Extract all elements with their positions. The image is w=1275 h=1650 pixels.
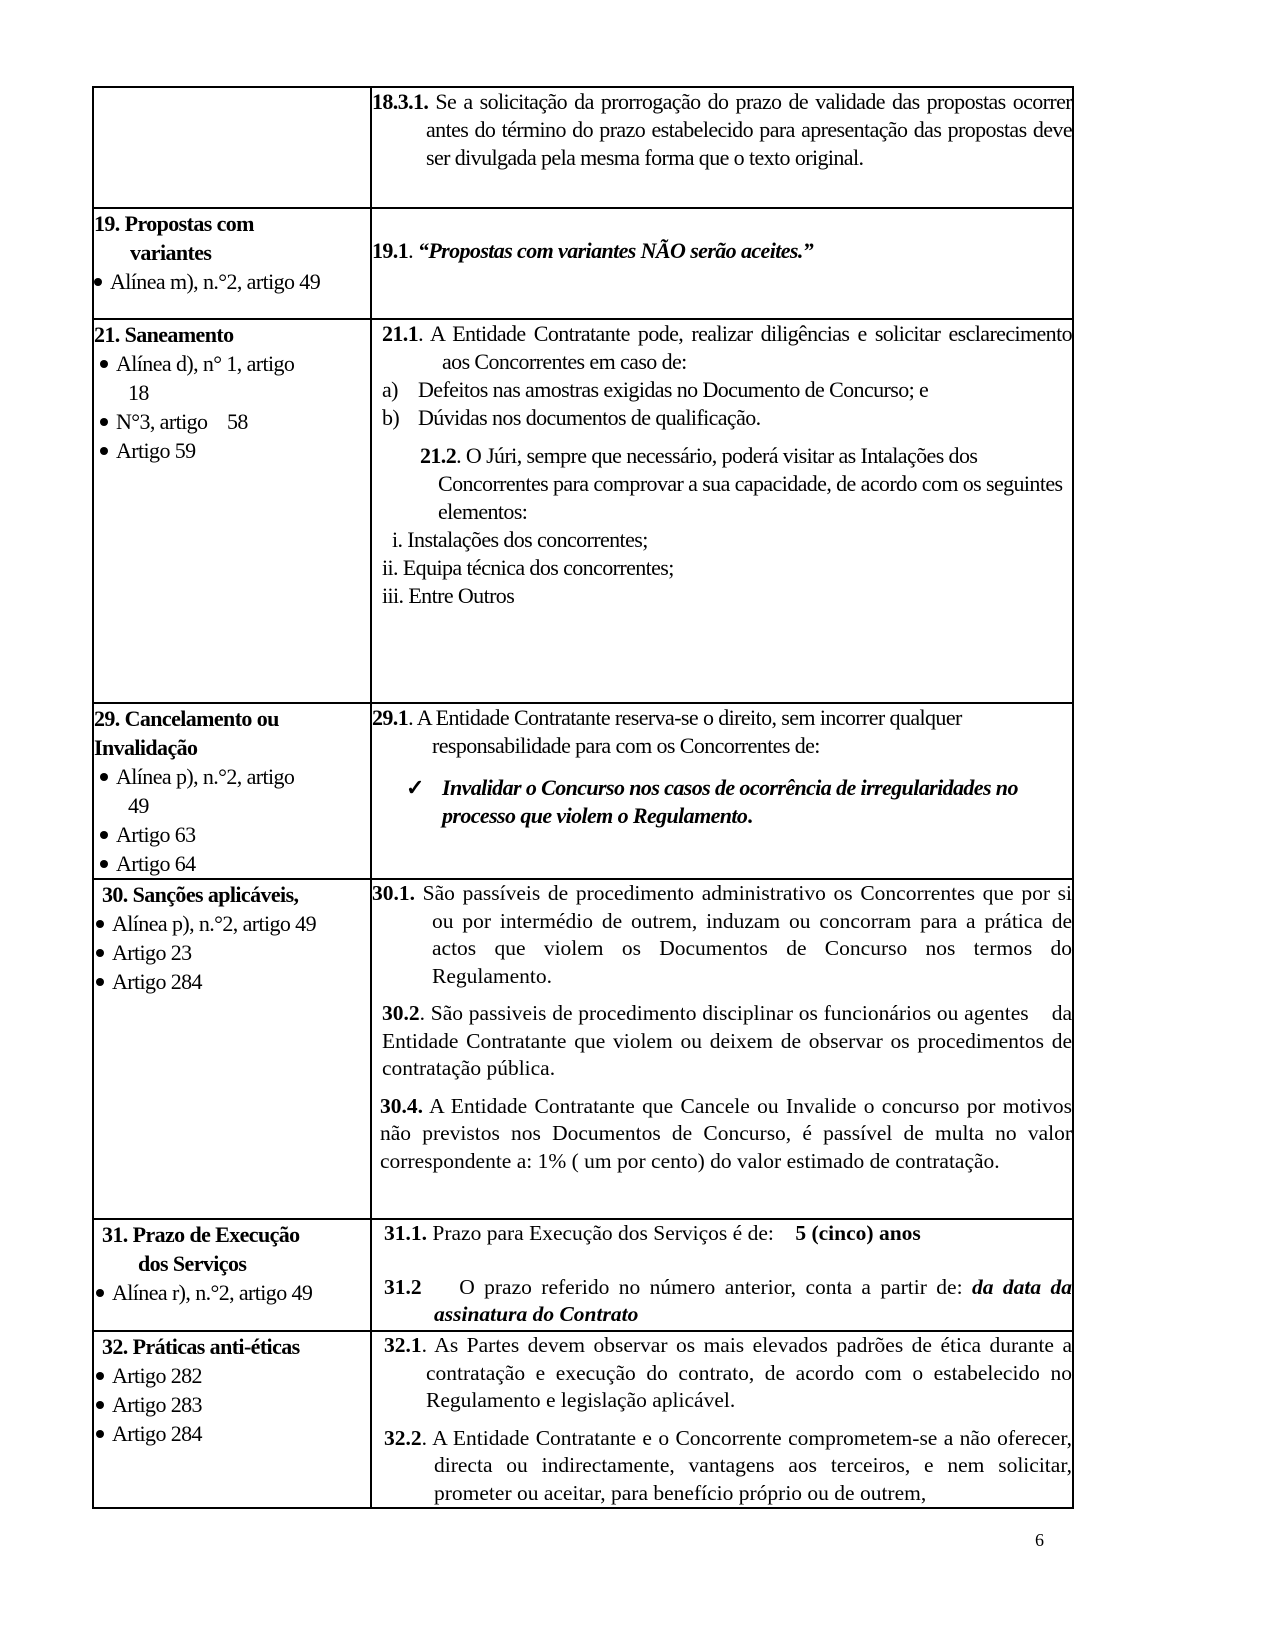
page-number: 6 — [1035, 1530, 1044, 1550]
clause-reference-cell — [93, 703, 371, 879]
list-item — [382, 404, 1072, 432]
clause-reference-cell — [93, 319, 371, 703]
table-row — [93, 87, 1073, 208]
table-row — [93, 319, 1073, 703]
list-item — [382, 376, 1072, 404]
roman-list-item: ii. Equipa técnica dos concorrentes; — [382, 555, 674, 580]
clause-title — [96, 1220, 370, 1278]
legal-reference — [96, 938, 370, 967]
legal-reference — [96, 967, 370, 996]
clause-text: . A Entidade Contratante pode, realizar diligências e solicitar esclarecimento aos Concorrentes em caso de: — [418, 321, 1072, 374]
paragraph-21-2 — [420, 442, 1072, 526]
title-line: 29. Cancelamento ou — [94, 706, 279, 731]
clause-number: 30.2 — [382, 1001, 420, 1025]
clause-number: 31.1. — [384, 1221, 427, 1245]
clause-text-cell — [371, 879, 1078, 1219]
clause-number: 29.1 — [372, 705, 409, 730]
clauses-table — [92, 86, 1078, 1509]
bullet-icon — [100, 831, 108, 839]
bullet-icon — [100, 418, 108, 426]
clause-number: 18.3.1. — [372, 89, 429, 114]
bullet-icon — [96, 1430, 104, 1438]
legal-reference — [96, 909, 370, 938]
clause-text: . As Partes devem observar os mais elevados padrões de ética durante a contratação e execução do contrato, de acordo com o estabelecido no Regulamento e legislação aplicável. — [421, 1333, 1072, 1412]
duration-value: 5 (cinco) anos — [795, 1221, 921, 1245]
reference-text: Alínea p), n.°2, artigo — [116, 764, 295, 789]
clause-title: 32. Práticas anti-éticas — [102, 1334, 300, 1359]
clause-number: 19.1 — [372, 238, 409, 263]
reference-text: Artigo 63 — [116, 822, 196, 847]
paragraph-30-4 — [380, 1093, 1072, 1176]
checkmark-icon: ✓ — [406, 775, 424, 800]
reference-text: Artigo 284 — [112, 1421, 202, 1446]
reference-text: Alínea d), n° 1, artigo — [116, 351, 295, 376]
clause-text: O prazo referido no número anterior, conta a partir de: — [421, 1274, 972, 1299]
period: . — [747, 803, 753, 828]
title-line: 19. Propostas com — [94, 211, 254, 236]
title-line: dos Serviços — [138, 1251, 247, 1276]
clause-number: 21.2 — [420, 443, 457, 468]
separator: . — [408, 238, 418, 263]
legal-reference — [94, 820, 370, 849]
bullet-icon — [100, 773, 108, 781]
bullet-icon — [96, 1401, 104, 1409]
bullet-icon — [96, 949, 104, 957]
clause-title — [94, 704, 370, 762]
clause-text: “Propostas com variantes NÃO serão aceites.” — [417, 238, 814, 263]
paragraph-32-1 — [384, 1332, 1072, 1415]
reference-text: Artigo 284 — [112, 969, 202, 994]
table-row — [93, 1219, 1073, 1331]
reference-continuation: 49 — [128, 793, 149, 818]
clause-text-cell — [371, 87, 1073, 208]
paragraph-29-1 — [372, 704, 1072, 760]
clause-number: 32.2 — [384, 1425, 422, 1450]
reference-text: Artigo 59 — [116, 438, 196, 463]
bullet-icon — [100, 860, 108, 868]
table-row — [93, 208, 1073, 319]
title-line: Invalidação — [94, 735, 198, 760]
paragraph-18-3-1 — [372, 88, 1072, 172]
table-row — [93, 1331, 1073, 1508]
clause-text: São passíveis de procedimento administrativo os Concorrentes que por si ou por intermédio de outrem, induzam ou concorram para a prática de actos que violem os Documentos de Concurso nos termos do Regulamento. — [415, 881, 1072, 988]
clause-reference-cell — [93, 208, 371, 319]
clause-text: Se a solicitação da prorrogação do prazo de validade das propostas ocorrer antes do término do prazo estabelecido para apresentação das propostas deve ser divulgada pela mesma forma que o texto original. — [426, 89, 1072, 170]
checklist-item — [406, 774, 1072, 830]
bullet-icon — [94, 278, 102, 286]
clause-number: 30.1. — [372, 881, 415, 905]
clause-text-cell — [371, 703, 1073, 879]
clause-text: . São passiveis de procedimento disciplinar os funcionários ou agentes da Entidade Contratante que violem ou deixem de observar os procedimentos de contratação pública. — [382, 1001, 1078, 1080]
bullet-icon — [96, 920, 104, 928]
paragraph-31-2 — [384, 1274, 1078, 1329]
list-marker: a) — [382, 377, 398, 402]
reference-text: Alínea r), n.°2, artigo 49 — [112, 1280, 313, 1305]
legal-reference — [96, 1419, 370, 1448]
legal-reference — [96, 1390, 370, 1419]
reference-text: Alínea p), n.°2, artigo 49 — [112, 911, 316, 936]
reference-text: Artigo 283 — [112, 1392, 202, 1417]
clause-title — [94, 209, 370, 267]
clause-text-cell — [371, 1331, 1073, 1508]
clause-title: 21. Saneamento — [94, 322, 234, 347]
clause-number: 32.1 — [384, 1333, 422, 1357]
list-marker: b) — [382, 405, 400, 430]
bullet-icon — [100, 360, 108, 368]
reference-text: Artigo 282 — [112, 1363, 202, 1388]
paragraph-32-2 — [384, 1425, 1072, 1508]
legal-reference — [94, 849, 370, 878]
start-date-reference: da data da assinatura do Contrato — [434, 1274, 1078, 1326]
bullet-icon — [96, 1372, 104, 1380]
clause-text: . A Entidade Contratante e o Concorrente comprometem-se a não oferecer, directa ou indirectamente, vantagens aos terceiros, e nem solicitar, prometer ou aceitar, para benefício próprio ou de outrem, — [421, 1425, 1072, 1505]
roman-list-item: iii. Entre Outros — [382, 583, 515, 608]
list-text: Defeitos nas amostras exigidas no Documento de Concurso; e — [418, 377, 929, 402]
legal-reference — [96, 1278, 370, 1307]
clause-reference-cell — [93, 1219, 371, 1331]
paragraph-31-1 — [384, 1220, 1072, 1248]
paragraph-30-1 — [372, 880, 1072, 990]
clause-text: A Entidade Contratante que Cancele ou Invalide o concurso por motivos não previstos nos Documentos de Concurso, é passível de multa no valor correspondente a: 1% ( um por cento) do valor estimado de contratação. — [380, 1093, 1072, 1173]
reference-text: Artigo 23 — [112, 940, 192, 965]
clause-number: 31.2 — [384, 1274, 422, 1299]
list-text: Dúvidas nos documentos de qualificação. — [418, 405, 761, 430]
table-row — [93, 703, 1073, 879]
legal-reference — [94, 267, 370, 296]
clause-text: . O Júri, sempre que necessário, poderá visitar as Intalações dos Concorrentes para comprovar a sua capacidade, de acordo com os seguintes elementos: — [438, 443, 1063, 524]
reference-text: Alínea m), n.°2, artigo 49 — [110, 269, 321, 294]
table-row — [93, 879, 1073, 1219]
clause-text: Prazo para Execução dos Serviços é de: — [427, 1221, 796, 1245]
title-line: 31. Prazo de Execução — [102, 1222, 300, 1247]
bullet-icon — [100, 447, 108, 455]
bullet-icon — [96, 978, 104, 986]
paragraph-30-2 — [382, 1000, 1078, 1083]
clause-number: 21.1 — [382, 321, 419, 346]
legal-reference — [94, 407, 370, 436]
clause-text-cell — [371, 319, 1073, 703]
clause-number: 30.4. — [380, 1093, 423, 1118]
legal-reference — [94, 762, 370, 791]
paragraph-19-1 — [372, 237, 1072, 265]
bullet-icon — [96, 1289, 104, 1297]
roman-list-item: i. Instalações dos concorrentes; — [392, 527, 648, 552]
clause-text-cell — [371, 208, 1073, 319]
paragraph-21-1 — [382, 320, 1072, 376]
clause-text-cell — [371, 1219, 1078, 1331]
title-line: variantes — [130, 240, 212, 265]
clause-title: 30. Sanções aplicáveis, — [102, 882, 299, 907]
clause-reference-cell — [93, 1331, 371, 1508]
clause-reference-cell — [93, 87, 371, 208]
reference-text: N°3, artigo 58 — [116, 409, 248, 434]
legal-reference — [94, 436, 370, 465]
checklist-text: Invalidar o Concurso nos casos de ocorrência de irregularidades no processo que violem o Regulamento — [442, 775, 1018, 828]
reference-text: Artigo 64 — [116, 851, 196, 876]
clause-reference-cell — [93, 879, 371, 1219]
legal-reference — [94, 349, 370, 378]
legal-reference — [96, 1361, 370, 1390]
reference-continuation: 18 — [128, 380, 149, 405]
clause-text: . A Entidade Contratante reserva-se o direito, sem incorrer qualquer responsabilidade para com os Concorrentes de: — [408, 705, 962, 758]
